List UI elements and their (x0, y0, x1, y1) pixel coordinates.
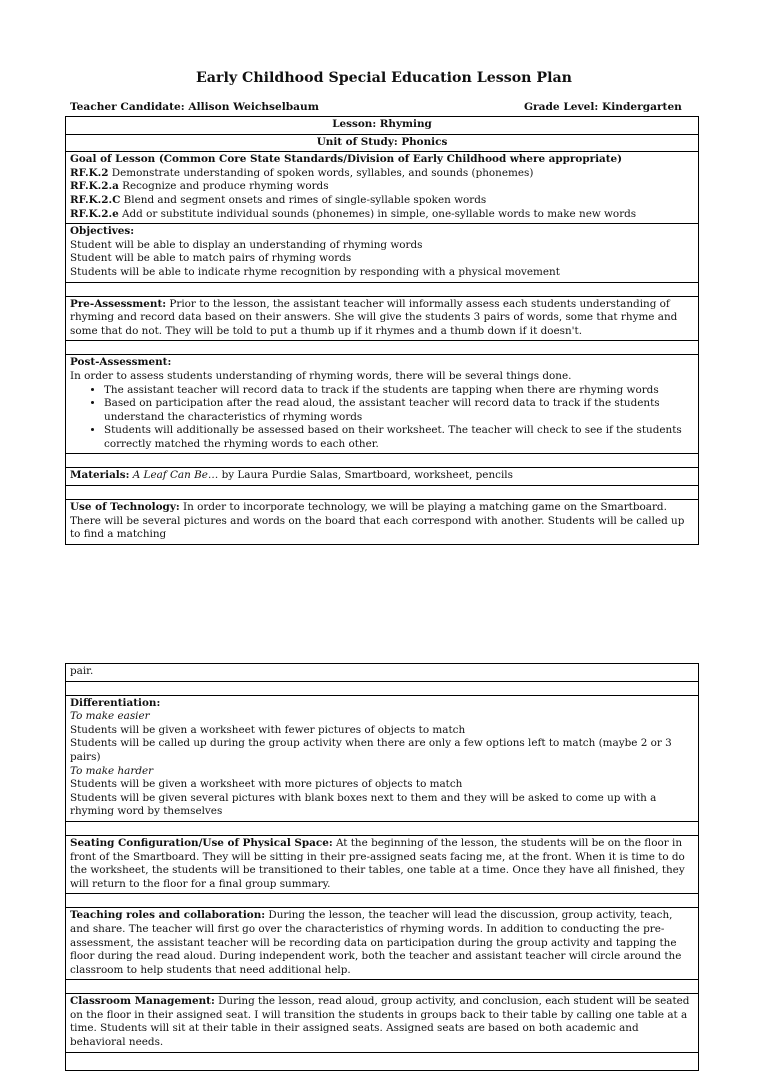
post-assessment-heading: Post-Assessment: (70, 356, 172, 369)
pre-assessment-section (66, 296, 699, 341)
post-assessment-bullet: • Students will additionally be assessed based on their worksheet. The teacher will check to see if the students correctly matched the rhyming words to each other. (104, 424, 694, 451)
post-assessment-intro: In order to assess students understanding of rhyming words, there will be several things done. (70, 369, 572, 382)
easier-label: To make easier (70, 710, 150, 723)
pre-assessment-text: Prior to the lesson, the assistant teacher will informally assess each students understanding of rhyming and record data based on their answers. She will give the students 3 pairs of words, some that rhyme and some that do not. They will be told to put a thumb up if it rhymes and a thumb down if it doesn't. (70, 297, 678, 337)
lesson-name: Lesson: Rhyming (66, 117, 699, 135)
classroom-management-heading: Classroom Management: (70, 995, 215, 1008)
lesson-plan-table-page-1 (65, 116, 699, 545)
materials-list: by Laura Purdie Salas, Smartboard, worksheet, pencils (218, 469, 513, 482)
lesson-plan-table-page-2 (65, 663, 699, 1071)
goal-heading: Goal of Lesson (Common Core State Standards/Division of Early Childhood where appropriate) (70, 153, 623, 166)
post-assessment-bullet: • Based on participation after the read aloud, the assistant teacher will record data to track if the students understand the characteristics of rhyming words (104, 397, 694, 424)
standard-item: RF.K.2.e Add or substitute individual sounds (phonemes) in simple, one-syllable words to make new words (70, 207, 637, 220)
book-title: A Leaf Can Be… (132, 469, 219, 482)
materials-heading: Materials: (70, 469, 130, 482)
differentiation-section (66, 695, 699, 821)
classroom-management-text: During the lesson, read aloud, group activity, and conclusion, each student will be seated on the floor in their assigned seat. I will transition the students in groups back to their table by calling one table at a time. Students will sit at their table in their assigned seats. Assigned seats are based on both academic and behavioral needs. (70, 995, 690, 1049)
standard-item: RF.K.2 Demonstrate understanding of spoken words, syllables, and sounds (phonemes) (70, 166, 534, 179)
differentiation-heading: Differentiation: (70, 696, 161, 709)
technology-text: In order to incorporate technology, we will be playing a matching game on the Smartboard. There will be several pictures and words on the board that each correspond with another. Students will be called up to find a matching (70, 501, 685, 541)
technology-section (66, 500, 699, 545)
harder-label: To make harder (70, 764, 154, 777)
standard-item: RF.K.2.C Blend and segment onsets and rimes of single-syllable spoken words (70, 193, 487, 206)
materials-section (66, 468, 699, 486)
teaching-roles-text: During the lesson, the teacher will lead the discussion, group activity, teach, and share. The teacher will first go over the characteristics of rhyming words. In addition to conducting the pre-assessment, the assistant teacher will be recording data on participation during the group activity and tapping the floor during the read aloud. During independent work, both the teacher and assistant teacher will circle around the classroom to help students that need additional help. (70, 909, 682, 976)
teacher-candidate: Teacher Candidate: Allison Weichselbaum (70, 101, 319, 113)
teaching-roles-section (66, 908, 699, 980)
differentiation-item: Students will be given a worksheet with fewer pictures of objects to match (70, 723, 466, 736)
post-assessment-bullet: • The assistant teacher will record data to track if the students are tapping when there are rhyming words (104, 384, 694, 398)
grade-level: Grade Level: Kindergarten (524, 101, 682, 113)
standard-item: RF.K.2.a Recognize and produce rhyming words (70, 180, 329, 193)
teaching-roles-heading: Teaching roles and collaboration: (70, 909, 266, 922)
goal-section (66, 152, 699, 224)
document-title: Early Childhood Special Education Lesson Plan (195, 70, 572, 86)
technology-continued: pair. (66, 664, 699, 682)
post-assessment-section (66, 355, 699, 454)
objective-item: Student will be able to display an understanding of rhyming words (70, 238, 423, 251)
differentiation-item: Students will be called up during the group activity when there are only a few options left to match (maybe 2 or 3 pairs) (70, 737, 672, 763)
differentiation-item: Students will be given a worksheet with more pictures of objects to match (70, 778, 463, 791)
classroom-management-section (66, 994, 699, 1052)
seating-text: At the beginning of the lesson, the students will be on the floor in front of the Smartboard. They will be sitting in their pre-assigned seats facing me, at the front. When it is time to do the worksheet, the students will be transitioned to their tables, one table at a time. Once they have all finished, they will return to the floor for a final group summary. (70, 836, 685, 890)
pre-assessment-heading: Pre-Assessment: (70, 297, 167, 310)
objectives-heading: Objectives: (70, 225, 135, 238)
seating-section (66, 835, 699, 893)
differentiation-item: Students will be given several pictures with blank boxes next to them and they will be asked to come up with a rhyming word by themselves (70, 791, 657, 818)
objective-item: Students will be able to indicate rhyme recognition by responding with a physical movement (70, 265, 560, 278)
seating-heading: Seating Configuration/Use of Physical Space: (70, 836, 333, 849)
unit-of-study: Unit of Study: Phonics (66, 134, 699, 152)
technology-heading: Use of Technology: (70, 501, 180, 514)
objectives-section (66, 224, 699, 282)
objective-item: Student will be able to match pairs of rhyming words (70, 252, 352, 265)
